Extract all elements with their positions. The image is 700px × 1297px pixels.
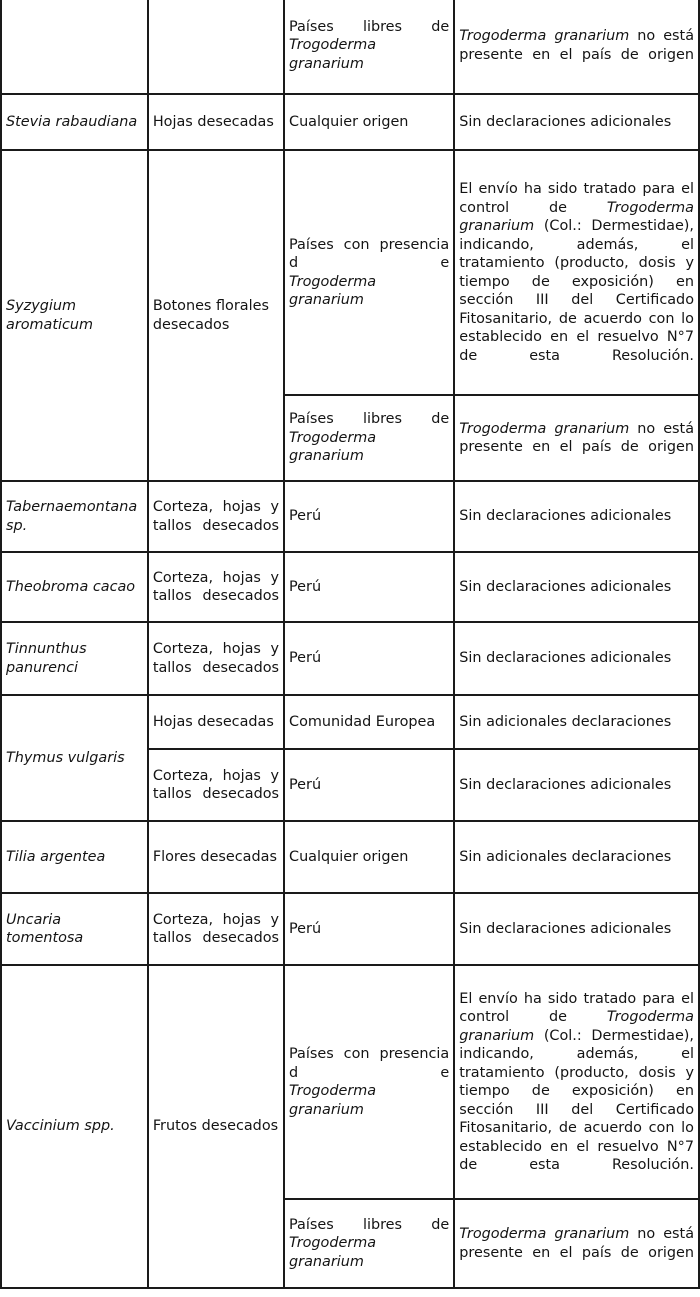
- declaration-text: no está presente en el país de origen: [459, 1226, 695, 1261]
- product-cell: Flores desecadas: [148, 821, 284, 893]
- origin-cell: Perú: [284, 552, 454, 622]
- origin-cell: Perú: [284, 749, 454, 821]
- product-cell: Botones florales desecados: [148, 150, 284, 481]
- declaration-cell: Sin declaraciones adicionales: [454, 552, 699, 622]
- origin-cell: [284, 0, 454, 94]
- table-row: [1, 695, 699, 749]
- declaration-cell: Sin declaraciones adicionales: [454, 622, 699, 695]
- declaration-cell: [454, 965, 699, 1199]
- product-cell: [148, 0, 284, 94]
- origin-cell: Cualquier origen: [284, 94, 454, 150]
- declaration-cell: Sin adicionales declaraciones: [454, 821, 699, 893]
- species-cell: Thymus vulgaris: [1, 695, 148, 821]
- origin-cell: Perú: [284, 622, 454, 695]
- declaration-cell: Sin declaraciones adicionales: [454, 94, 699, 150]
- product-cell: Corteza, hojas y tallos desecados: [148, 893, 284, 965]
- table-row: [1, 150, 699, 395]
- table-row: [1, 552, 699, 622]
- origin-cell: Cualquier origen: [284, 821, 454, 893]
- origin-text: Países con presencia d e: [289, 1046, 450, 1081]
- product-cell: Corteza, hojas y tallos desecados: [148, 481, 284, 552]
- origin-cell: Perú: [284, 893, 454, 965]
- declaration-cell: [454, 1199, 699, 1288]
- declaration-cell: Sin declaraciones adicionales: [454, 749, 699, 821]
- product-cell: Frutos desecados: [148, 965, 284, 1288]
- declaration-text: no está presente en el país de origen: [459, 420, 695, 455]
- species-cell: Stevia rabaudiana: [1, 94, 148, 150]
- declaration-text: El envío ha sido tratado para el control de: [459, 990, 694, 1025]
- origin-cell: [284, 395, 454, 481]
- origin-cell: [284, 1199, 454, 1288]
- origin-text: Países libres de: [289, 411, 450, 428]
- declaration-cell: Sin adicionales declaraciones: [454, 695, 699, 749]
- declaration-cell: [454, 0, 699, 94]
- product-cell: Corteza, hojas y tallos desecados: [148, 622, 284, 695]
- species-cell: Tabernaemontana sp.: [1, 481, 148, 552]
- declaration-cell: [454, 150, 699, 395]
- species-cell: Tinnunthus panurenci: [1, 622, 148, 695]
- pest-name: Trogoderma granarium: [459, 1009, 694, 1044]
- pest-name: Trogoderma granarium: [289, 37, 377, 72]
- pest-name: Trogoderma granarium: [289, 1235, 377, 1270]
- product-cell: Hojas desecadas: [148, 94, 284, 150]
- declaration-text: (Col.: Dermestidae), indicando, además, el tratamiento (producto, dosis y tiempo de exposición) en sección III del Certificado Fitosanitario, de acuerdo con lo establecido en el resuelvo N°7 de esta Resolución.: [459, 218, 694, 364]
- declaration-cell: [454, 395, 699, 481]
- species-cell: Vaccinium spp.: [1, 965, 148, 1288]
- origin-cell: Comunidad Europea: [284, 695, 454, 749]
- pest-name: Trogoderma granarium: [459, 199, 694, 234]
- pest-name: Trogoderma granarium: [289, 273, 377, 308]
- origin-cell: [284, 965, 454, 1199]
- pest-name: Trogoderma granarium: [289, 429, 377, 465]
- origin-text: Países con presencia d e: [289, 236, 450, 271]
- origin-cell: Perú: [284, 481, 454, 552]
- origin-cell: [284, 150, 454, 395]
- species-cell: Uncaria tomentosa: [1, 893, 148, 965]
- table-row: [1, 481, 699, 552]
- product-cell: Corteza, hojas y tallos desecados: [148, 552, 284, 622]
- species-cell: Theobroma cacao: [1, 552, 148, 622]
- table-row: [1, 94, 699, 150]
- declaration-cell: Sin declaraciones adicionales: [454, 481, 699, 552]
- pest-name: Trogoderma granarium: [459, 28, 630, 44]
- declaration-cell: Sin declaraciones adicionales: [454, 893, 699, 965]
- declaration-text: El envío ha sido tratado para el control de: [459, 181, 694, 216]
- product-cell: Corteza, hojas y tallos desecados: [148, 749, 284, 821]
- species-cell: [1, 0, 148, 94]
- pest-name: Trogoderma granarium: [459, 1226, 630, 1242]
- table-row: [1, 821, 699, 893]
- origin-text: Países libres de: [289, 18, 450, 35]
- table-row: [1, 893, 699, 965]
- pest-name: Trogoderma granarium: [289, 1083, 377, 1118]
- species-cell: Syzygium aromaticum: [1, 150, 148, 481]
- declaration-text: no está presente en el país de origen: [459, 28, 695, 63]
- pest-name: Trogoderma granarium: [459, 420, 630, 437]
- declaration-text: (Col.: Dermestidae), indicando, además, el tratamiento (producto, dosis y tiempo de exposición) en sección III del Certificado Fitosanitario, de acuerdo con lo establecido en el resuelvo N°7 de esta Resolución.: [459, 1027, 694, 1173]
- product-cell: Hojas desecadas: [148, 695, 284, 749]
- species-cell: Tilia argentea: [1, 821, 148, 893]
- table-row: [1, 965, 699, 1199]
- table-row: [1, 0, 699, 94]
- table-row: [1, 622, 699, 695]
- origin-text: Países libres de: [289, 1216, 450, 1233]
